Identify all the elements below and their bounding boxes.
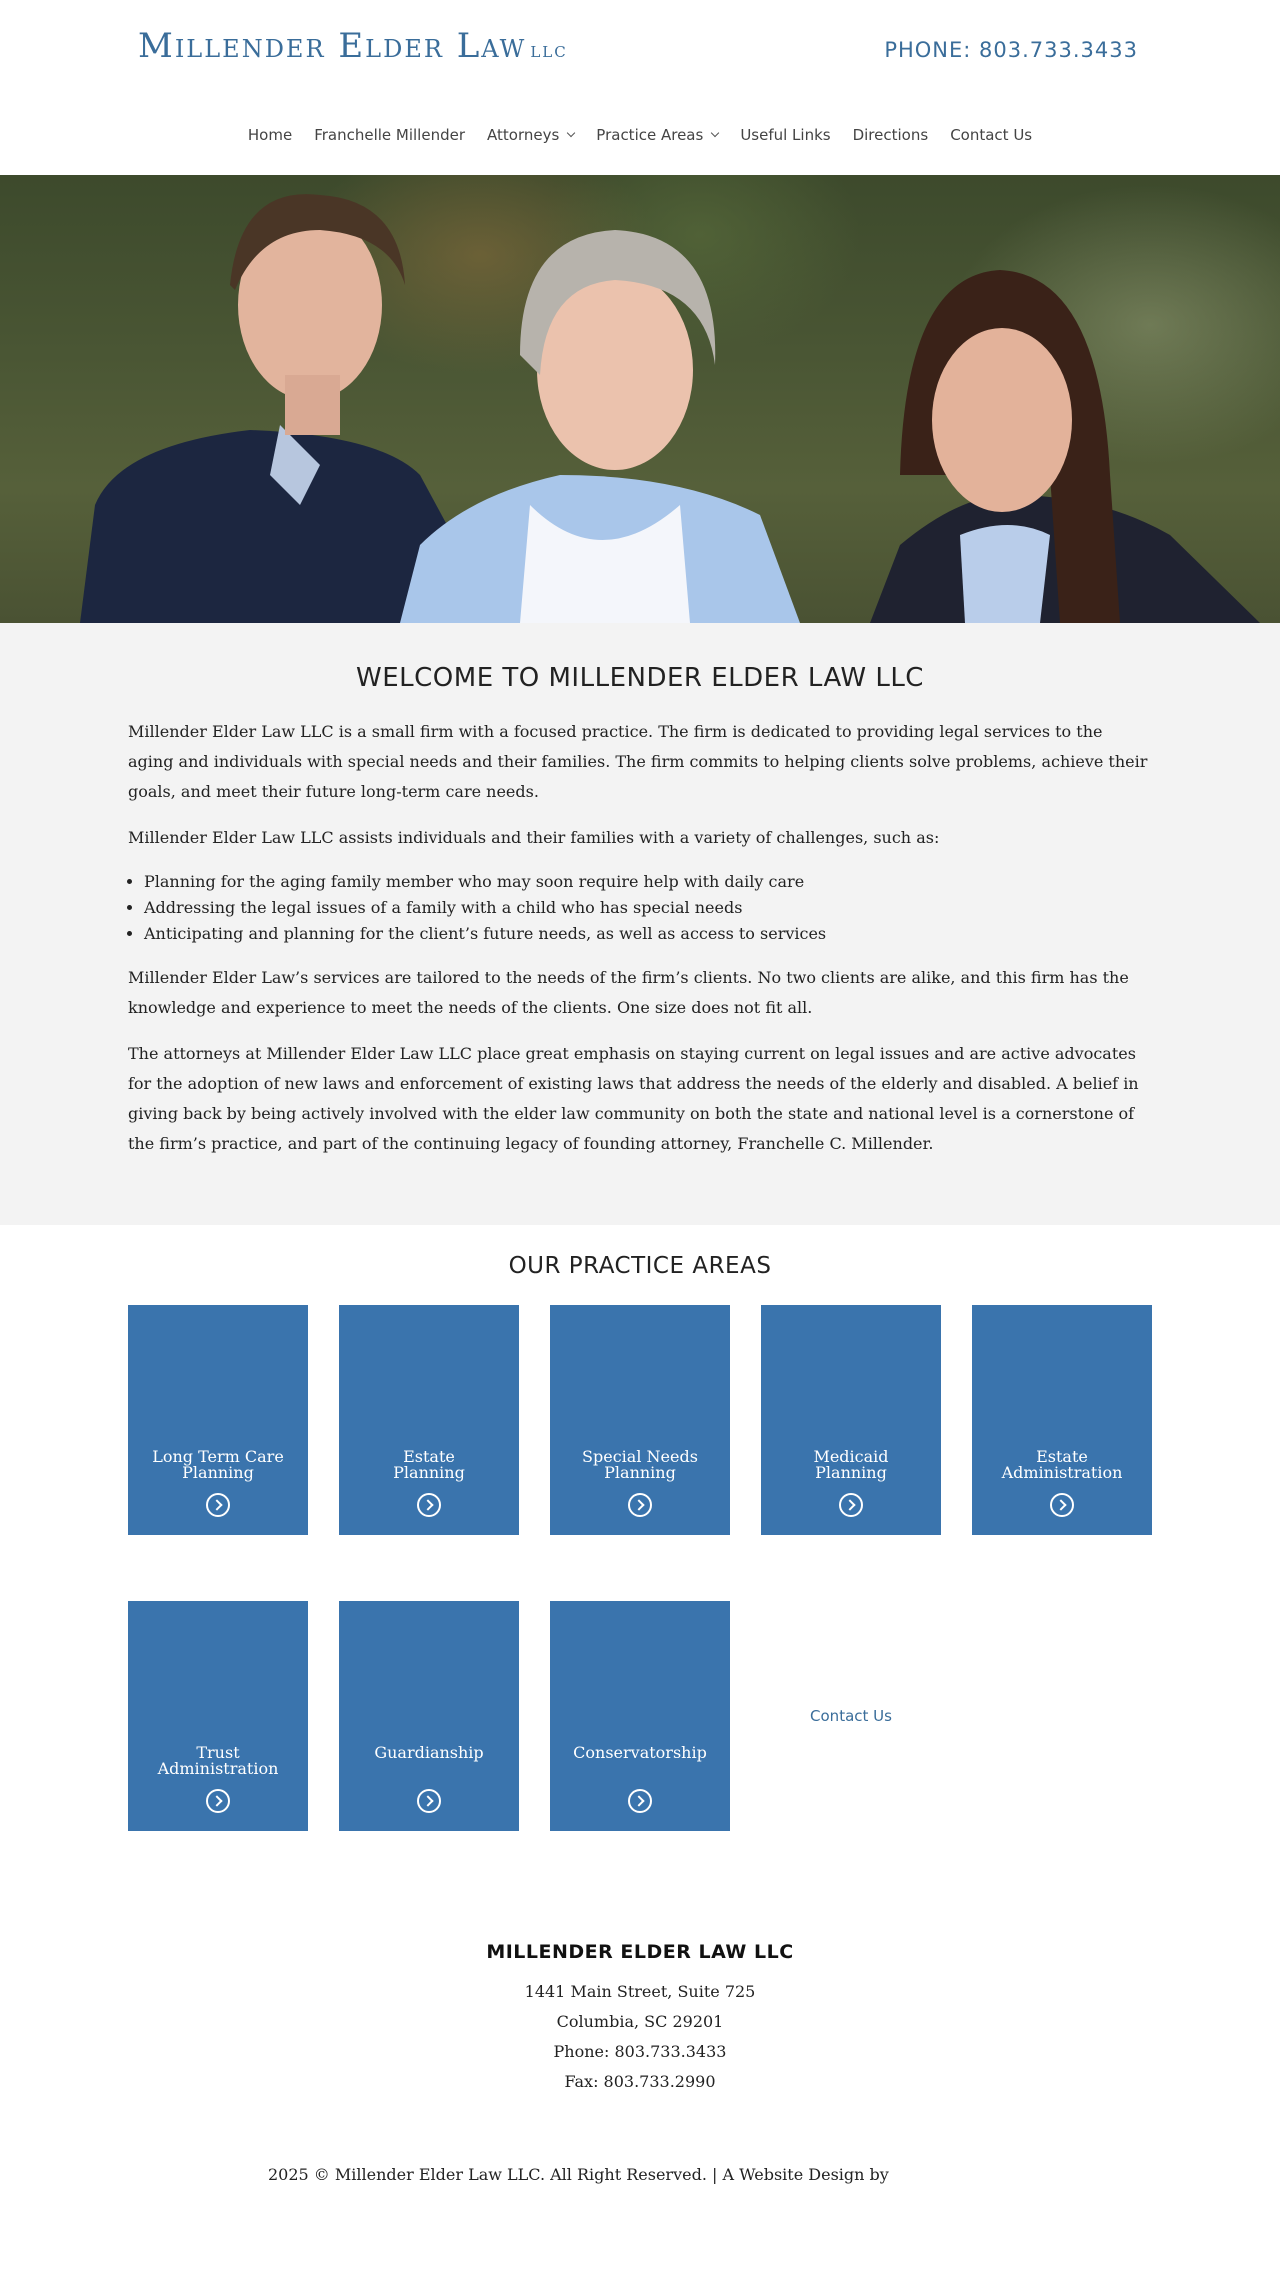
- practice-card-label: Special Needs Planning: [582, 1447, 698, 1482]
- practice-card-estate-administration[interactable]: [972, 1305, 1152, 1535]
- practice-card-conservatorship[interactable]: [550, 1601, 730, 1831]
- practice-areas-title: OUR PRACTICE AREAS: [508, 1253, 772, 1279]
- hero-attorneys-illustration: [0, 175, 1280, 623]
- welcome-paragraph-4: The attorneys at Millender Elder Law LLC place great emphasis on staying current on legal issues and are active advocates for the adoption of new laws and enforcement of existing laws that address the needs of the elderly and disabled. A belief in giving back by being actively involved with the elder law community on both the state and national level is a cornerstone of the firm’s practice, and part of the continuing legacy of founding attorney, Franchelle C. Millender.: [128, 1044, 1139, 1153]
- arrow-right-circle-icon[interactable]: [206, 1493, 230, 1517]
- footer-firm-name: MILLENDER ELDER LAW LLC: [486, 1941, 794, 1963]
- practice-areas-grid: [128, 1305, 1152, 1831]
- welcome-section: [0, 623, 1280, 1225]
- practice-card-label: Trust Administration: [157, 1743, 279, 1778]
- chevron-down-icon: [567, 129, 575, 137]
- nav-label: Franchelle Millender: [314, 126, 466, 144]
- copyright-text: 2025 © Millender Elder Law LLC. All Right Reserved. | A Website Design by: [268, 2165, 889, 2184]
- nav-item-useful-links[interactable]: [729, 126, 841, 144]
- welcome-paragraph-1: Millender Elder Law LLC is a small firm with a focused practice. The firm is dedicated to providing legal services to the aging and individuals with special needs and their families. The firm commits to helping clients solve problems, achieve their goals, and meet their future long-term care needs.: [128, 722, 1148, 801]
- practice-card-label: Conservatorship: [573, 1743, 707, 1762]
- header-phone[interactable]: PHONE: 803.733.3433: [884, 38, 1138, 62]
- nav-label: Directions: [852, 126, 929, 144]
- site-header: [0, 0, 1280, 175]
- practice-card-medicaid-planning[interactable]: [761, 1305, 941, 1535]
- site-footer: [0, 1891, 1280, 2272]
- nav-item-home[interactable]: [237, 126, 303, 144]
- practice-card-label: Estate Administration: [1001, 1447, 1123, 1482]
- welcome-paragraph-3: Millender Elder Law’s services are tailored to the needs of the firm’s clients. No two clients are alike, and this firm has the knowledge and experience to meet the needs of the clients. One size does not fit all.: [128, 968, 1129, 1017]
- practice-card-special-needs-planning[interactable]: [550, 1305, 730, 1535]
- practice-card-guardianship[interactable]: [339, 1601, 519, 1831]
- practice-card-estate-planning[interactable]: [339, 1305, 519, 1535]
- logo-main-text: Millender Elder Law: [138, 26, 527, 66]
- welcome-paragraph-2: Millender Elder Law LLC assists individuals and their families with a variety of challenges, such as:: [128, 828, 940, 847]
- list-item: • Planning for the aging family member who may soon require help with daily care: [144, 869, 1152, 895]
- practice-card-long-term-care-planning[interactable]: [128, 1305, 308, 1535]
- practice-card-trust-administration[interactable]: [128, 1601, 308, 1831]
- nav-item-contact-us[interactable]: [939, 126, 1043, 144]
- nav-label: Attorneys: [487, 126, 560, 144]
- arrow-right-circle-icon[interactable]: [417, 1789, 441, 1813]
- arrow-right-circle-icon[interactable]: [628, 1493, 652, 1517]
- site-logo[interactable]: [138, 26, 568, 66]
- hero-photo: [0, 175, 1280, 623]
- nav-item-practice-areas[interactable]: [585, 126, 729, 144]
- main-nav: [0, 126, 1280, 144]
- nav-label: Contact Us: [950, 126, 1033, 144]
- nav-label: Practice Areas: [596, 126, 704, 144]
- practice-card-label: Medicaid Planning: [813, 1447, 889, 1482]
- logo-suffix-text: llc: [530, 38, 568, 63]
- nav-label: Useful Links: [740, 126, 831, 144]
- arrow-right-circle-icon[interactable]: [839, 1493, 863, 1517]
- list-item: • Addressing the legal issues of a family with a child who has special needs: [144, 895, 1152, 921]
- nav-item-directions[interactable]: [842, 126, 940, 144]
- nav-label: Home: [247, 126, 293, 144]
- chevron-down-icon: [711, 129, 719, 137]
- footer-address-line-1: 1441 Main Street, Suite 725: [524, 1982, 756, 2001]
- footer-address-line-2: Columbia, SC 29201: [556, 2012, 724, 2031]
- footer-phone[interactable]: Phone: 803.733.3433: [553, 2042, 727, 2061]
- arrow-right-circle-icon[interactable]: [206, 1789, 230, 1813]
- practice-card-label: Estate Planning: [393, 1447, 465, 1482]
- nav-item-franchelle-millender[interactable]: [303, 126, 476, 144]
- challenges-list: [144, 869, 1152, 947]
- practice-areas-section: [0, 1225, 1280, 1891]
- practice-card-label: Long Term Care Planning: [152, 1447, 284, 1482]
- arrow-right-circle-icon[interactable]: [1050, 1493, 1074, 1517]
- welcome-title: WELCOME TO MILLENDER ELDER LAW LLC: [356, 663, 924, 693]
- arrow-right-circle-icon[interactable]: [628, 1789, 652, 1813]
- list-item: • Anticipating and planning for the client’s future needs, as well as access to services: [144, 921, 1152, 947]
- practice-card-label: Guardianship: [374, 1743, 484, 1762]
- arrow-right-circle-icon[interactable]: [417, 1493, 441, 1517]
- footer-fax: Fax: 803.733.2990: [564, 2072, 716, 2091]
- nav-item-attorneys[interactable]: [476, 126, 585, 144]
- contact-us-link[interactable]: Contact Us: [810, 1707, 892, 1725]
